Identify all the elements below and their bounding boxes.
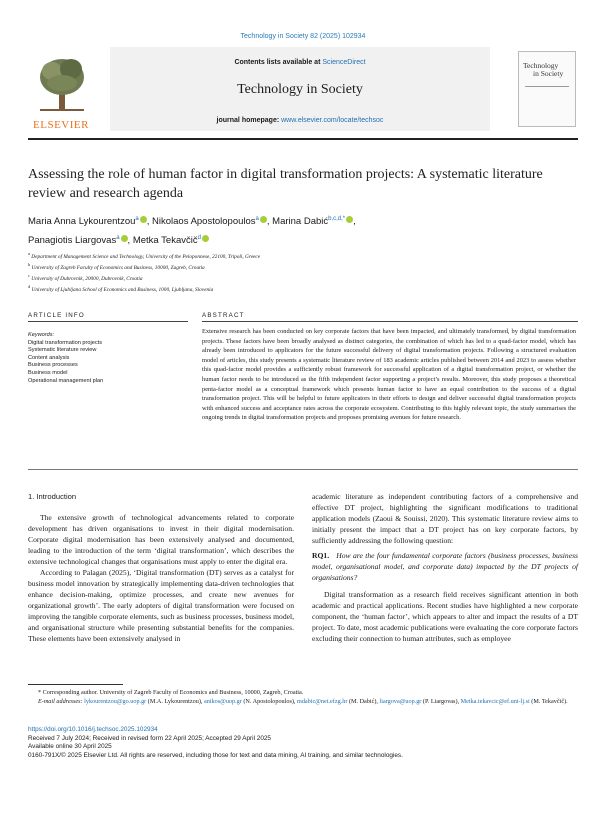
affiliation-item [28, 250, 568, 261]
section-heading-introduction: 1. Introduction [28, 492, 77, 501]
email-link[interactable]: mdabic@net.efzg.hr [297, 697, 348, 705]
journal-reference[interactable]: Technology in Society 82 (2025) 102934 [240, 33, 366, 40]
elsevier-tree-icon [36, 53, 88, 113]
orcid-icon[interactable] [140, 216, 147, 223]
elsevier-logo[interactable] [28, 51, 94, 131]
affiliation-text: Department of Management Science and Technology, University of the Peloponnese, 22100, Tripoli, Greece [31, 253, 261, 260]
sciencedirect-link[interactable]: ScienceDirect [322, 59, 366, 66]
keywords-block [28, 332, 188, 385]
author-name[interactable]: Nikolaos Apostolopoulos [152, 216, 256, 228]
email-owner: (M. Dabić), [347, 697, 380, 705]
article-info-rule [28, 321, 188, 322]
author-affil-mark[interactable]: d [197, 235, 201, 242]
keyword-item: Content analysis [28, 354, 70, 361]
affiliation-text: University of Ljubljana School of Economics and Business, 1000, Ljubljana, Slovenia [31, 286, 214, 293]
author-name[interactable]: Panagiotis Liargovas [28, 235, 117, 247]
email-owner: (M. Tekavčič). [529, 697, 568, 705]
article-title: Assessing the role of human factor in digital transformation projects: A systematic literature review and research agenda [28, 167, 543, 201]
keyword-item: Business model [28, 369, 68, 376]
corresponding-author-note: * Corresponding author. University of Zagreb Faculty of Economics and Business, 10000, Zagreb, Croatia. [38, 689, 304, 696]
email-link[interactable]: anikos@uop.gr [203, 697, 242, 705]
elsevier-wordmark: ELSEVIER [33, 119, 89, 131]
affiliation-mark: a [28, 251, 30, 256]
body-right-column [312, 491, 578, 644]
journal-cover[interactable] [518, 51, 576, 127]
available-online: Available online 30 April 2025 [28, 743, 112, 751]
affiliation-item [28, 283, 568, 294]
affiliation-mark: b [28, 262, 31, 268]
abstract-heading: ABSTRACT [202, 312, 245, 319]
journal-title: Technology in Society [237, 82, 363, 97]
cover-title-line1: Technology [523, 61, 559, 70]
contents-prefix: Contents lists available at [234, 59, 323, 66]
article-meta [28, 726, 578, 760]
journal-info-box [110, 47, 490, 131]
email-link[interactable]: Metka.tekavcic@ef.uni-lj.si [460, 697, 530, 705]
cover-title-line2: in Society [533, 69, 564, 78]
author-name[interactable]: Maria Anna Lykourentzou [28, 216, 136, 228]
keyword-item: Business processes [28, 362, 78, 369]
affiliation-mark: c [28, 273, 30, 279]
journal-homepage-link[interactable]: www.elsevier.com/locate/techsoc [281, 117, 384, 124]
email-owner: (M.A. Lykourentzou), [146, 697, 204, 705]
homepage-prefix: journal homepage: [216, 117, 282, 124]
author-affil-mark[interactable]: a [135, 216, 139, 222]
contents-line [110, 59, 490, 66]
author-name[interactable]: Marina Dabić [272, 216, 329, 228]
email-addresses [28, 698, 578, 707]
orcid-icon[interactable] [121, 235, 128, 242]
affiliation-item [28, 261, 568, 272]
history-dates: Received 7 July 2024; Received in revised form 22 April 2025; Accepted 29 April 2025 [28, 734, 271, 742]
rq-text: How are the four fundamental corporate factors (business processes, business model, organisational model, and corporate data) impacted by the DT projects of organisations? [312, 551, 578, 582]
email-link[interactable]: liargova@uop.gr [379, 697, 422, 705]
orcid-icon[interactable] [260, 216, 267, 223]
affiliation-text: University of Zagreb Faculty of Economics and Business, 10000, Zagreb, Croatia [31, 264, 205, 271]
affiliation-item [28, 272, 568, 283]
rq-label: RQ1. [312, 551, 330, 560]
body-left-column [28, 491, 294, 644]
body-paragraph: The extensive growth of technological advancements related to corporate development has driven organisations to invest in their digital modernisation. Corporate digital modernisation has been extensively analysed and documented, leading to the introduction of the term ‘digital transformation’, which describes the extensive technological changes that organisations must apply to enter the digital era. [28, 513, 294, 566]
orcid-icon[interactable] [202, 235, 209, 242]
author-affil-mark[interactable]: a [255, 216, 259, 222]
email-owner: (N. Apostolopoulos), [241, 697, 298, 705]
doi-link[interactable]: https://doi.org/10.1016/j.techsoc.2025.102934 [28, 726, 158, 733]
abstract-rule [202, 321, 578, 322]
article-info-heading: ARTICLE INFO [28, 312, 85, 319]
email-link[interactable]: lykourentzou@go.uop.gr [84, 697, 147, 705]
cover-divider [525, 86, 569, 87]
cover-title [523, 62, 573, 78]
masthead [28, 47, 578, 131]
abstract-bottom-rule [28, 469, 578, 470]
orcid-icon[interactable] [346, 216, 353, 223]
author-affil-mark[interactable]: a [116, 235, 120, 242]
homepage-line [110, 117, 490, 124]
affiliation-mark: d [28, 284, 31, 290]
author-affil-mark[interactable]: b,c,d,* [328, 216, 346, 222]
footnote-rule [28, 684, 123, 685]
affiliation-text: University of Dubrovnik, 20000, Dubrovnik, Croatia [31, 275, 143, 282]
keywords-label: Keywords: [28, 332, 55, 338]
body-paragraph: academic literature as independent contributing factors of a comprehensive and effective DT project, highlighting the significant modifications to traditional application models (Zaoui & Souissi, 2020). This systematic literature review aims to initially present the impact that a DT project has on key corporate factors, by sufficiently addressing the following question: [312, 492, 578, 545]
research-question-1 [312, 550, 578, 583]
email-label: E-mail addresses: [38, 697, 85, 705]
affiliations [28, 250, 568, 294]
email-owner: (P. Liargovas), [421, 697, 461, 705]
copyright-notice: 0160-791X/© 2025 Elsevier Ltd. All rights are reserved, including those for text and data mining, AI training, and similar technologies. [28, 751, 403, 759]
body-paragraph: According to Palagan (2025), ‘Digital transformation (DT) serves as a catalyst for business model innovation by strategically implementing data-driven technologies that enhance decision-making, optimize processes, and create new avenues for organizational growth’. The early adopters of digital transformation were focused on improving the tangible corporate elements, such as business processes, business model, and organisational structure while presenting substantial benefits for the companies. These elements have been extensively analysed in [28, 568, 294, 643]
keyword-item: Systematic literature review [28, 347, 97, 354]
footnotes [28, 689, 578, 706]
body-paragraph: Digital transformation as a research field receives significant attention in both academic and practical applications. Recent studies have highlighted a new corporate component, the ‘human factor’, which appears to alter and impact the results of a DT project. To date, most academic publications were evaluating the core corporate factors excluding their connection to human attributes, such as employee [312, 590, 578, 643]
author-list: Maria Anna Lykourentzou$^a$ , Nikolaos Apostolopoulos$^a$ , Marina Dabić$^{b,c,d,*}$ , Panagiotis Liargovas$^a$ , Metka Tekavčič$^d$ [28, 216, 356, 247]
header-rule [28, 138, 578, 140]
author-name[interactable]: Metka Tekavčič [132, 235, 198, 247]
keyword-item: Operational management plan [28, 377, 104, 384]
keyword-item: Digital transformation projects [28, 339, 102, 346]
abstract-text: Extensive research has been conducted on key corporate factors that have been impacted, and ultimately transformed, by digital transformation projects. These factors have been broadly analysed as distinct categories, the combination of which has led to a quad-factor model, which has already been introduced to applicators for the future successful delivery of digital transformation projects. Following a structured evaluation model of articles, this study presents a systematic literature review of 183 academic articles published between 2014 and 2023 to assess whether this quad-factor model provides a sufficiently robust framework for successful application of a digital transformation project, or whether the human factor needs to be introduced as the fifth independent factor supporting a project’s results. Moreover, this study proposes a theoretical penta-factor model as a conceptual framework which presents human factor to have an equal contribution to the success of a digital transformation project. This will be helpful to future applicators in their efforts to design and deliver successful digital transformation projects with enhanced success and acceptance rates across the corporate ecosystem. Contributing to this highly relevant topic, the study summarises the ongoing trends in digital transformation projects and proposes promising avenues for future research. [202, 328, 576, 422]
